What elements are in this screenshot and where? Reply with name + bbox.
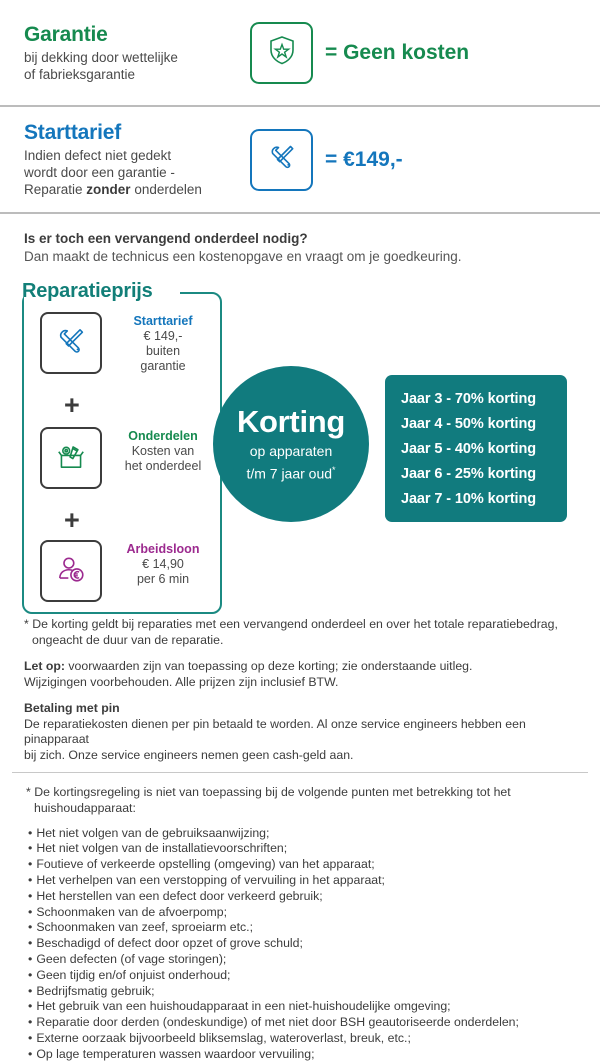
tools-icon-box: [250, 129, 313, 191]
pin-block: [24, 701, 574, 763]
garantie-banner: [0, 0, 600, 105]
arbeidsloon-cost-detail-1: € 14,90: [142, 557, 184, 571]
plus-sign-2: +: [64, 505, 80, 535]
cost-item-arbeidsloon: [40, 540, 212, 602]
list-item: • Geen tijdig en/of onjuist onderhoud;: [26, 968, 574, 984]
tools-icon: [54, 324, 88, 363]
list-item: • Schoonmaken van de afvoerpomp;: [26, 905, 574, 921]
footnote-korting-line1: * De korting geldt bij reparaties met een vervangend onderdeel en over het totale reparatiebedrag,: [24, 617, 558, 631]
list-item: • Externe oorzaak bijvoorbeeld bliksemslag, wateroverlast, breuk, etc.;: [26, 1031, 574, 1047]
starttarief-equals-label: = €149,-: [325, 147, 403, 171]
garantie-sub-line2: of fabrieksgarantie: [24, 66, 136, 82]
notes-block: [0, 617, 600, 763]
arbeidsloon-cost-detail-2: per 6 min: [136, 572, 190, 586]
starttarief-title: Starttarief: [24, 121, 121, 144]
starttarief-cost-text: [114, 312, 212, 374]
discount-row-jaar5: Jaar 5 - 40% korting: [401, 441, 536, 457]
exclusions-heading: [26, 785, 574, 817]
discount-row-jaar3: Jaar 3 - 70% korting: [401, 391, 536, 407]
list-item: • Het verhelpen van een verstopping of vervuiling in het apparaat;: [26, 873, 574, 889]
starttarief-banner: [0, 107, 600, 212]
garantie-title: Garantie: [24, 22, 108, 46]
onderdelen-cost-name: Onderdelen: [128, 429, 198, 443]
exclusions-heading-line1: * De kortingsregeling is niet van toepassing bij de volgende punten met betrekking tot het: [26, 785, 511, 799]
korting-sub-line1: op apparaten: [249, 442, 333, 459]
footnote-korting-line2: ongeacht de duur van de reparatie.: [32, 632, 224, 647]
letop-block: [24, 659, 574, 690]
footnote-korting: [24, 617, 574, 648]
arbeidsloon-cost-name: Arbeidsloon: [126, 542, 200, 556]
starttarief-subtitle: [24, 147, 250, 198]
labour-euro-icon: [54, 552, 88, 591]
starttarief-sub-line1: Indien defect niet gedekt: [24, 148, 172, 163]
pin-title: Betaling met pin: [24, 701, 120, 715]
letop-label: Let op:: [24, 659, 65, 673]
list-item: • Reparatie door derden (ondeskundige) of met niet door BSH geautoriseerde onderdelen;: [26, 1015, 574, 1031]
starttarief-sub-line3-post: onderdelen: [130, 182, 202, 197]
starttarief-cost-name: Starttarief: [133, 314, 193, 328]
list-item: • Het niet volgen van de gebruiksaanwijzing;: [26, 826, 574, 842]
onderdelen-cost-icon-box: [40, 427, 102, 489]
list-item: • Het gebruik van een huishoudapparaat in een niet-huishoudelijke omgeving;: [26, 999, 574, 1015]
garantie-subtitle: [24, 49, 250, 83]
onderdelen-cost-detail-2: het onderdeel: [124, 459, 202, 473]
starttarief-sub-line3-pre: Reparatie: [24, 182, 87, 197]
discount-row-jaar4: Jaar 4 - 50% korting: [401, 416, 536, 432]
question-line1: Is er toch een vervangend onderdeel nodig?: [24, 231, 308, 246]
list-item: • Het herstellen van een defect door verkeerd gebruik;: [26, 889, 574, 905]
list-item: • Geen defecten (of vage storingen);: [26, 952, 574, 968]
reparatieprijs-title: Reparatieprijs: [22, 280, 153, 302]
question-line2: Dan maakt de technicus een kostenopgave en vraagt om je goedkeuring.: [24, 249, 462, 264]
garantie-equals-label: = Geen kosten: [325, 40, 470, 64]
list-item: • Beschadigd of defect door opzet of grove schuld;: [26, 936, 574, 952]
shield-star-icon: [267, 34, 297, 71]
list-item: • Bedrijfsmatig gebruik;: [26, 984, 574, 1000]
arbeidsloon-cost-icon-box: [40, 540, 102, 602]
shield-star-icon-box: [250, 22, 313, 84]
pin-line2: bij zich. Onze service engineers nemen geen cash-geld aan.: [24, 747, 354, 762]
cost-item-onderdelen: [40, 427, 212, 489]
letop-line1: [24, 659, 574, 675]
list-item: • Op lage temperaturen wassen waardoor vervuiling;: [26, 1047, 574, 1063]
starttarief-cost-detail-1: € 149,-: [143, 329, 183, 343]
korting-circle: [213, 366, 369, 522]
korting-sub-line2: t/m 7 jaar oud: [246, 465, 333, 482]
letop-text: voorwaarden zijn van toepassing op deze korting; zie onderstaande uitleg.: [64, 659, 473, 673]
parts-box-icon: [54, 439, 88, 478]
discount-tiers-box: [385, 375, 567, 522]
list-item: • Schoonmaken van zeef, sproeiarm etc.;: [26, 920, 574, 936]
plus-sign-1: +: [64, 390, 80, 420]
onderdelen-cost-detail-1: Kosten van: [131, 444, 195, 458]
letop-line2: Wijzigingen voorbehouden. Alle prijzen zijn inclusief BTW.: [24, 674, 339, 689]
korting-subtitle: [246, 442, 335, 484]
starttarief-cost-detail-3: garantie: [140, 359, 186, 373]
korting-asterisk: *: [332, 464, 336, 475]
exclusions-block: [0, 773, 600, 1063]
starttarief-sub-line2: wordt door een garantie -: [24, 165, 175, 180]
pin-line1: De reparatiekosten dienen per pin betaald te worden. Al onze service engineers hebben een pinapparaat: [24, 716, 526, 746]
starttarief-cost-detail-2: buiten: [145, 344, 181, 358]
arbeidsloon-cost-text: [114, 540, 212, 587]
korting-title: Korting: [236, 403, 346, 439]
starttarief-text-block: [24, 121, 250, 198]
onderdelen-cost-text: [114, 427, 212, 474]
tools-icon: [266, 141, 298, 178]
garantie-text-block: [24, 23, 250, 83]
starttarief-sub-line3-bold: zonder: [86, 182, 131, 197]
discount-row-jaar6: Jaar 6 - 25% korting: [401, 466, 536, 482]
question-block: [0, 214, 600, 264]
list-item: • Foutieve of verkeerde opstelling (omgeving) van het apparaat;: [26, 857, 574, 873]
garantie-sub-line1: bij dekking door wettelijke: [24, 49, 178, 65]
starttarief-cost-icon-box: [40, 312, 102, 374]
exclusions-heading-line2: huishoudapparaat:: [34, 800, 136, 815]
discount-row-jaar7: Jaar 7 - 10% korting: [401, 491, 536, 507]
cost-item-starttarief: [40, 312, 212, 374]
list-item: • Het niet volgen van de installatievoorschriften;: [26, 841, 574, 857]
